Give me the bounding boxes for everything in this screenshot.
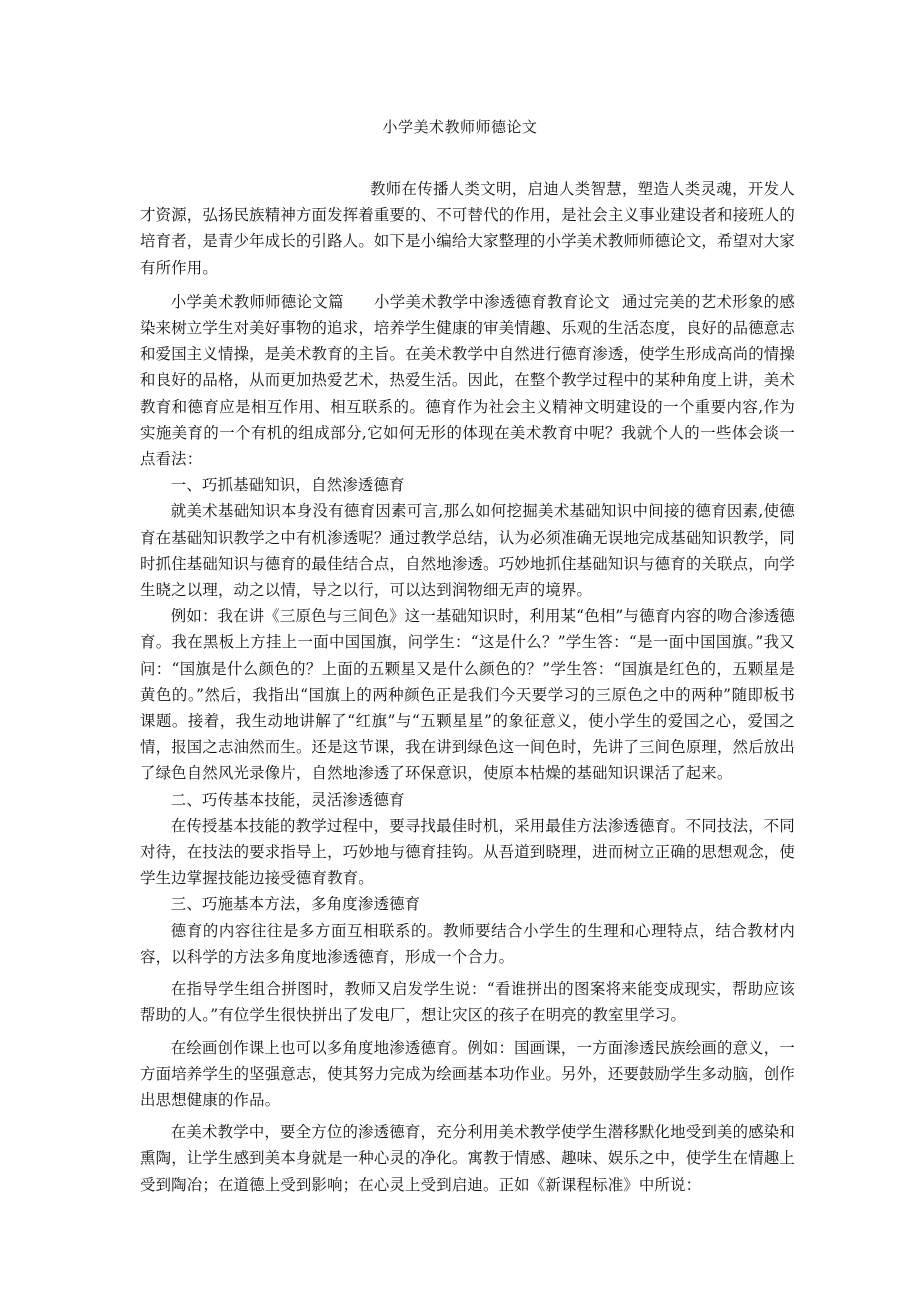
article-title: 小学美术教学中渗透德育教育论文 bbox=[373, 292, 610, 311]
intro-paragraph: 教师在传播人类文明，启迪人类智慧，塑造人类灵魂，开发人才资源，弘扬民族精神方面发挥着重要的、不可替代的作用，是社会主义事业建设者和接班人的培育者，是青少年成长的引路人。如下是小编给大家整理的小学美术教师师德论文，希望对大家有所作用。 bbox=[140, 180, 795, 277]
document-body bbox=[140, 176, 795, 1198]
section-label: 小学美术教师师德论文篇 bbox=[170, 292, 344, 311]
paragraph-4: 在传授基本技能的教学过程中，要寻找最佳时机，采用最佳方法渗透德育。不同技法，不同对待，在技法的要求指导上，巧妙地与德育挂钩。从吾道到晓理，进而树立正确的思想观念，使学生边掌握技能边接受德育教育。 bbox=[140, 816, 795, 888]
section-heading-2: 二、巧传基本技能，灵活渗透德育 bbox=[170, 790, 405, 809]
section-heading-1: 一、巧抓基础知识，自然渗透德育 bbox=[170, 476, 405, 495]
paragraph-3: 例如：我在讲《三原色与三间色》这一基础知识时，利用某“色相”与德育内容的吻合渗透德育。我在黑板上方挂上一面中国国旗，问学生：“这是什么？”学生答：“是一面中国国旗。”我又问：“国旗是什么颜色的？上面的五颗星又是什么颜色的？”学生答：“国旗是红色的，五颗星是黄色的。”然后，我指出“国旗上的两种颜色正是我们今天要学习的三原色之中的两种”随即板书课题。接着，我生动地讲解了“红旗”与“五颗星星”的象征意义，使小学生的爱国之心，爱国之情，报国之志油然而生。还是这节课，我在讲到绿色这一间色时，先讲了三间色原理，然后放出了绿色自然风光录像片，自然地渗透了环保意识，使原本枯燥的基础知识课活了起来。 bbox=[140, 607, 795, 783]
document-title: 小学美术教师师德论文 bbox=[382, 118, 538, 136]
paragraph-1 bbox=[140, 289, 795, 472]
paragraph-7: 在绘画创作课上也可以多角度地渗透德育。例如：国画课，一方面渗透民族绘画的意义，一方面培养学生的坚强意志，使其努力完成为绘画基本功作业。另外，还要鼓励学生多动脑，创作出思想健康的作品。 bbox=[140, 1038, 795, 1109]
paragraph-1-text: 通过完美的艺术形象的感染来树立学生对美好事物的追求，培养学生健康的审美情趣、乐观的生活态度，良好的品德意志和爱国主义情操，是美术教育的主旨。在美术教学中自然进行德育渗透，使学生形成高尚的情操和良好的品格，从而更加热爱艺术，热爱生活。因此，在整个教学过程中的某种角度上讲，美术教育和德育应是相互作用、相互联系的。德育作为社会主义精神文明建设的一个重要内容,作为实施美育的一个有机的组成部分,它如何无形的体现在美术教育中呢？我就个人的一些体会谈一点看法： bbox=[140, 292, 795, 469]
section-heading-3: 三、巧施基本方法，多角度渗透德育 bbox=[170, 895, 421, 914]
paragraph-6: 在指导学生组合拼图时，教师又启发学生说：“看谁拼出的图案将来能变成现实，帮助应该帮助的人。”有位学生很快拼出了发电厂，想让灾区的孩子在明亮的教室里学习。 bbox=[140, 980, 795, 1025]
paragraph-2: 就美术基础知识本身没有德育因素可言,那么如何挖掘美术基础知识中间接的德育因素,使德育在基础知识教学之中有机渗透呢？通过教学总结，认为必须准确无误地完成基础知识教学，同时抓住基础知识与德育的最佳结合点，自然地渗透。巧妙地抓住基础知识与德育的关联点，向学生晓之以理，动之以情，导之以行，可以达到润物细无声的境界。 bbox=[140, 502, 795, 600]
paragraph-5: 德育的内容往往是多方面互相联系的。教师要结合小学生的生理和心理特点，结合教材内容，以科学的方法多角度地渗透德育，形成一个合力。 bbox=[140, 921, 795, 966]
paragraph-8: 在美术教学中，要全方位的渗透德育，充分利用美术教学使学生潜移默化地受到美的感染和熏陶，让学生感到美本身就是一种心灵的净化。寓教于情感、趣味、娱乐之中，使学生在情趣上受到陶冶；在道德上受到影响；在心灵上受到启迪。正如《新课程标准》中所说： bbox=[140, 1123, 795, 1194]
